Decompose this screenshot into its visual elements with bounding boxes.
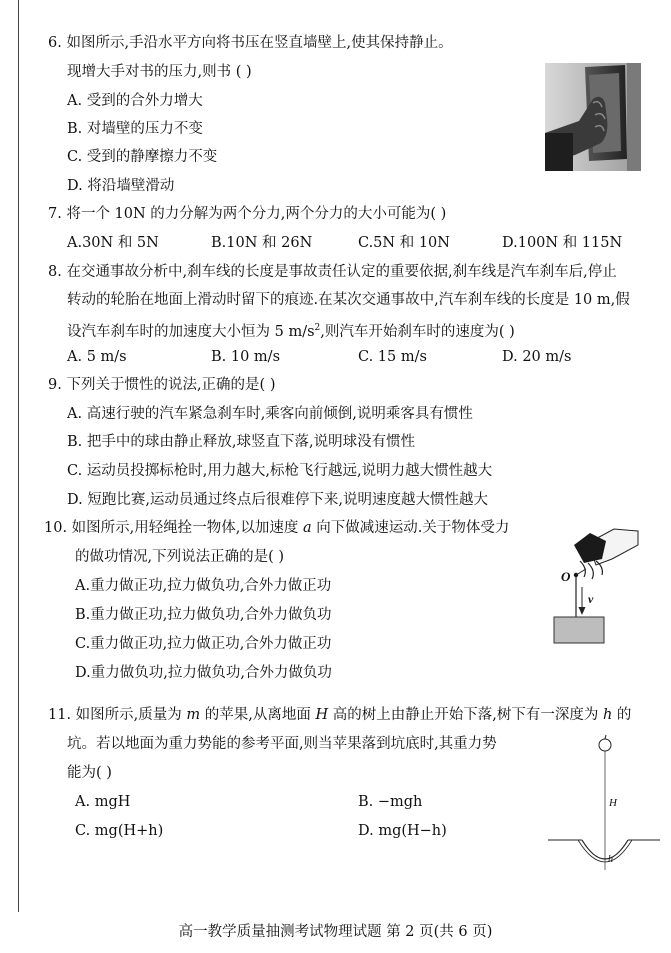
q11-stem-line1 bbox=[48, 705, 631, 725]
q11-option-c: C. mg(H+h) bbox=[75, 823, 164, 839]
q8-stem-line3 bbox=[67, 318, 515, 342]
q9-stem: 9. 下列关于惯性的说法,正确的是( ) bbox=[48, 377, 276, 393]
q11-stem-line3: 能为( ) bbox=[67, 765, 112, 781]
q6-hand-book-photo bbox=[545, 63, 641, 171]
q8-superscript: 2 bbox=[314, 323, 321, 333]
q7-stem: 7. 将一个 10N 的力分解为两个分力,两个分力的大小可能为( ) bbox=[48, 206, 447, 222]
q11-var-h: h bbox=[602, 707, 613, 723]
q8-option-b: B. 10 m/s bbox=[211, 349, 281, 365]
q10-hand-rope-block-figure bbox=[548, 525, 640, 647]
q8-stem-line3-b: ,则汽车开始刹车时的速度为( ) bbox=[320, 323, 515, 340]
q10-var-a: a bbox=[303, 520, 312, 536]
q6-option-d: D. 将沿墙壁滑动 bbox=[67, 178, 175, 194]
q10-option-c: C.重力做正功,拉力做正功,合外力做正功 bbox=[75, 636, 332, 652]
q11-stem-line2: 坑。若以地面为重力势能的参考平面,则当苹果落到坑底时,其重力势 bbox=[67, 736, 497, 752]
q6-option-c: C. 受到的静摩擦力不变 bbox=[67, 149, 218, 165]
q10-stem-a: 10. 如图所示,用轻绳拴一物体,以加速度 bbox=[44, 520, 303, 536]
binding-margin-line bbox=[18, 0, 19, 912]
q10-option-a: A.重力做正功,拉力做负功,合外力做正功 bbox=[75, 578, 332, 594]
q11-option-d: D. mg(H−h) bbox=[358, 823, 447, 839]
q11-label-h: h bbox=[608, 854, 613, 865]
q10-label-v: v bbox=[588, 592, 594, 606]
q6-option-a: A. 受到的合外力增大 bbox=[67, 93, 203, 109]
q11-option-b: B. −mgh bbox=[358, 794, 423, 810]
q10-option-d: D.重力做负功,拉力做负功,合外力做负功 bbox=[75, 665, 332, 681]
q11-stem-b: 的苹果,从离地面 bbox=[200, 707, 316, 723]
q11-var-m: m bbox=[186, 707, 201, 723]
q10-stem-line2: 的做功情况,下列说法正确的是( ) bbox=[75, 549, 285, 565]
q9-option-a: A. 高速行驶的汽车紧急刹车时,乘客向前倾倒,说明乘客具有惯性 bbox=[67, 406, 473, 422]
q11-stem-a: 11. 如图所示,质量为 bbox=[48, 707, 187, 723]
q11-stem-c: 高的树上由静止开始下落,树下有一深度为 bbox=[328, 707, 603, 723]
q10-stem-b: 向下做减速运动.关于物体受力 bbox=[311, 520, 510, 536]
q10-stem-line1 bbox=[44, 518, 509, 538]
q8-option-a: A. 5 m/s bbox=[67, 349, 127, 365]
q6-option-b: B. 对墙壁的压力不变 bbox=[67, 121, 203, 137]
q11-label-H: H bbox=[609, 797, 617, 809]
q9-option-c: C. 运动员投掷标枪时,用力越大,标枪飞行越远,说明力越大惯性越大 bbox=[67, 463, 493, 479]
q6-stem-line1: 6. 如图所示,手沿水平方向将书压在竖直墙壁上,使其保持静止。 bbox=[48, 35, 453, 51]
q7-option-a: A.30N 和 5N bbox=[67, 235, 159, 251]
q9-option-d: D. 短跑比赛,运动员通过终点后很难停下来,说明速度越大惯性越大 bbox=[67, 492, 489, 508]
q8-stem-line3-a: 设汽车刹车时的加速度大小恒为 5 m/s bbox=[67, 323, 315, 340]
q6-stem-line2: 现增大手对书的压力,则书 ( ) bbox=[67, 64, 252, 80]
q7-option-c: C.5N 和 10N bbox=[358, 235, 450, 251]
q11-apple-pit-figure bbox=[548, 728, 660, 878]
q9-option-b: B. 把手中的球由静止释放,球竖直下落,说明球没有惯性 bbox=[67, 434, 416, 450]
q10-option-b: B.重力做正功,拉力做负功,合外力做负功 bbox=[75, 607, 332, 623]
q7-option-d: D.100N 和 115N bbox=[502, 235, 623, 251]
q8-stem-line1: 8. 在交通事故分析中,刹车线的长度是事故责任认定的重要依据,刹车线是汽车刹车后,停止 bbox=[48, 264, 617, 280]
q10-label-o: O bbox=[561, 569, 571, 584]
q7-option-b: B.10N 和 26N bbox=[211, 235, 313, 251]
q11-option-a: A. mgH bbox=[75, 794, 131, 810]
page-footer: 高一教学质量抽测考试物理试题 第 2 页(共 6 页) bbox=[178, 924, 493, 940]
q8-option-d: D. 20 m/s bbox=[502, 349, 572, 365]
q11-var-H: H bbox=[315, 707, 329, 723]
q11-stem-d: 的 bbox=[612, 707, 632, 723]
q8-option-c: C. 15 m/s bbox=[358, 349, 427, 365]
q8-stem-line2: 转动的轮胎在地面上滑动时留下的痕迹.在某次交通事故中,汽车刹车线的长度是 10 m,假 bbox=[67, 292, 630, 308]
